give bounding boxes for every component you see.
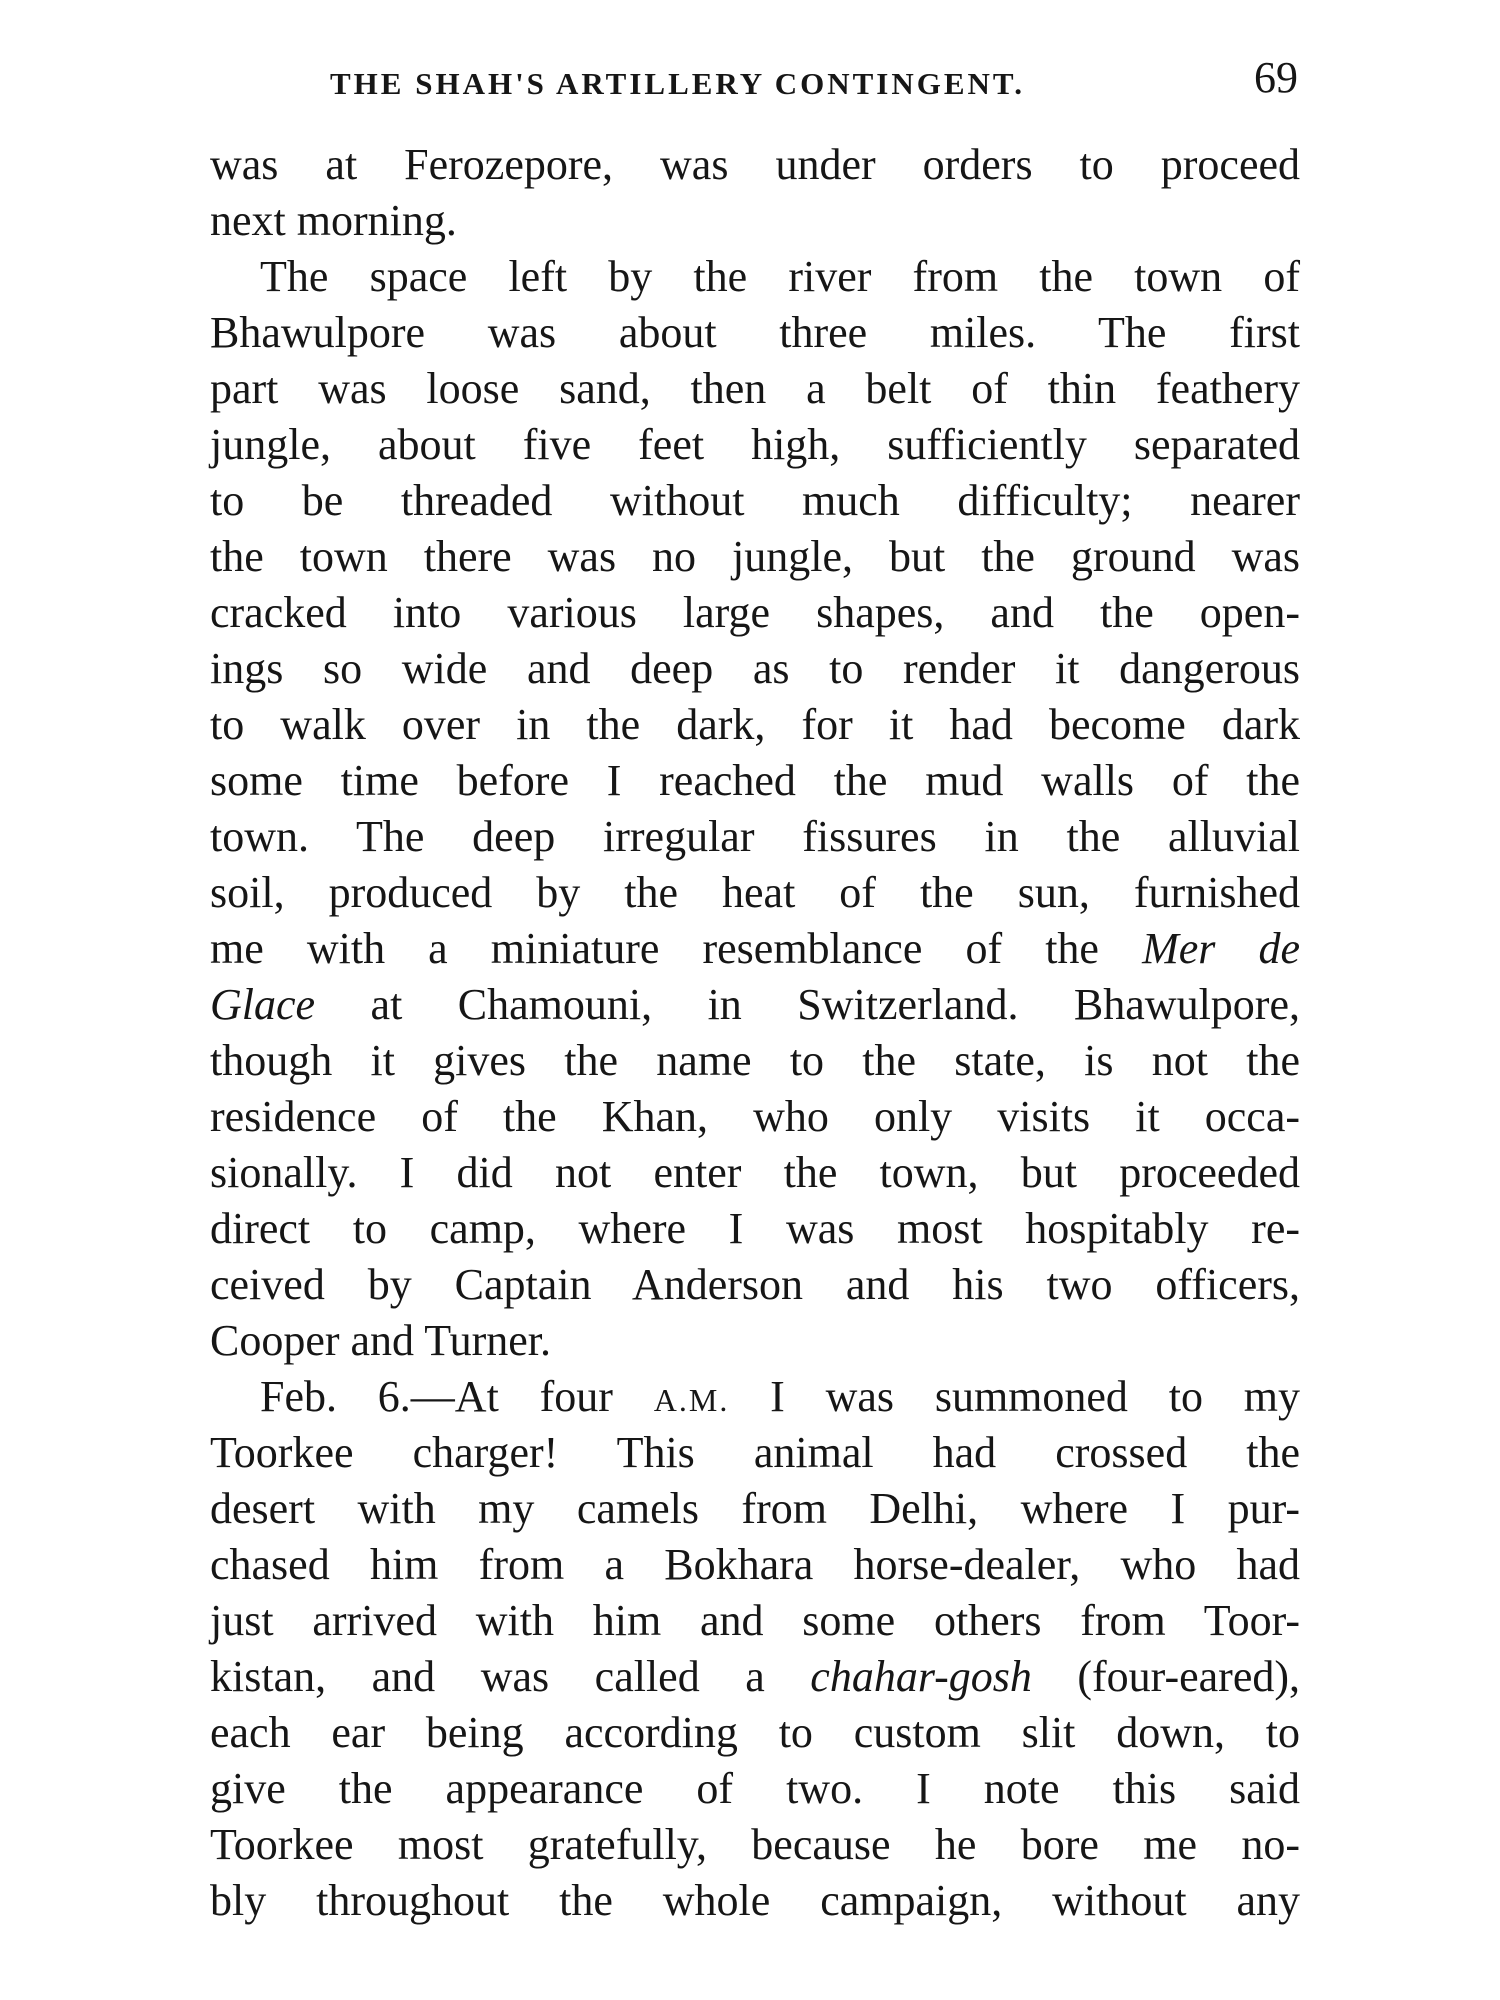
text-line: soil, produced by the heat of the sun, furnished [210,868,1300,917]
text-line: just arrived with him and some others from Toor- [210,1596,1300,1645]
page-number: 69 [1254,53,1298,102]
text-line: part was loose sand, then a belt of thin feathery [210,364,1300,413]
text-line: next morning. [210,196,457,245]
page-header [330,48,1298,118]
text-line: some time before I reached the mud walls of the [210,756,1300,805]
body-text [210,137,1300,1929]
text-line: jungle, about five feet high, sufficiently separated [210,420,1300,469]
text-line: give the appearance of two. I note this said [210,1764,1300,1813]
text-line: to walk over in the dark, for it had become dark [210,700,1300,749]
text-line: residence of the Khan, who only visits it occa- [210,1092,1300,1141]
italic-phrase: Glace [210,980,316,1029]
text-line: though it gives the name to the state, is not the [210,1036,1300,1085]
text-line: Toorkee most gratefully, because he bore me no- [210,1820,1300,1869]
text-line: was at Ferozepore, was under orders to proceed [210,140,1300,189]
text-line: the town there was no jungle, but the ground was [210,532,1300,581]
text-span: me with a miniature resemblance of the [210,924,1143,973]
text-line: ceived by Captain Anderson and his two officers, [210,1260,1300,1309]
text-span: I was summoned to my [729,1372,1300,1421]
text-line [210,1649,1300,1705]
text-span: (four-eared), [1031,1652,1300,1701]
text-line: bly throughout the whole campaign, without any [210,1876,1300,1925]
italic-phrase: Mer de [1142,924,1300,973]
text-line: desert with my camels from Delhi, where I pur- [210,1484,1300,1533]
text-line: to be threaded without much difficulty; nearer [210,476,1300,525]
text-line: sionally. I did not enter the town, but proceeded [210,1148,1300,1197]
text-line: Cooper and Turner. [210,1316,551,1365]
text-span: Feb. 6.—At four [260,1372,654,1421]
text-span: kistan, and was called a [210,1652,811,1701]
italic-phrase: chahar-gosh [810,1652,1032,1701]
text-line: Bhawulpore was about three miles. The first [210,308,1300,357]
text-line [210,921,1300,977]
text-line: ings so wide and deep as to render it dangerous [210,644,1300,693]
text-line: chased him from a Bokhara horse-dealer, who had [210,1540,1300,1589]
text-line: cracked into various large shapes, and the open- [210,588,1300,637]
text-line: town. The deep irregular fissures in the alluvial [210,812,1300,861]
text-line: The space left by the river from the town of [260,252,1300,301]
text-line: Toorkee charger! This animal had crossed the [210,1428,1300,1477]
running-head: THE SHAH'S ARTILLERY CONTINGENT. [330,66,1026,101]
text-line: direct to camp, where I was most hospitably re- [210,1204,1300,1253]
small-caps-abbrev: A.M. [653,1382,730,1418]
text-line: each ear being according to custom slit down, to [210,1708,1300,1757]
text-line [210,1369,1300,1425]
text-span: at Chamouni, in Switzerland. Bhawulpore, [315,980,1300,1029]
text-line [210,977,1300,1033]
